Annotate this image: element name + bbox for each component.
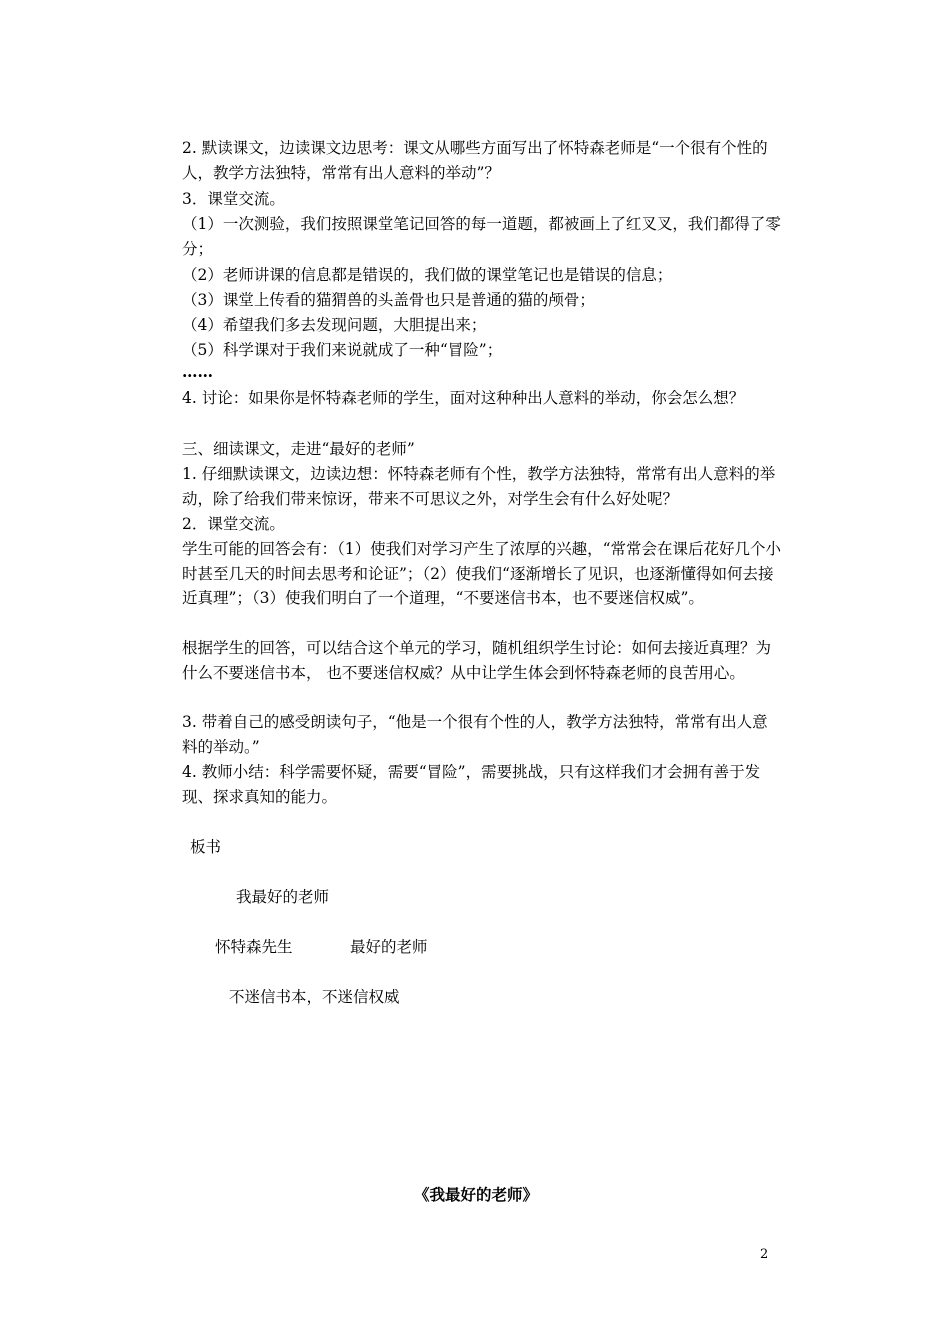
board-label: 板书 <box>190 838 222 856</box>
student-answers: 学生可能的回答会有：（1）使我们对学习产生了浓厚的兴趣，“常常会在课后花好几个小时甚至几天的时间去思考和论证”；（2）使我们“逐渐增长了见识，也逐渐懂得如何去接近真理”；（3）使我们明白了一个道理，“不要迷信书本，也不要迷信权威”。 <box>182 540 782 607</box>
section-3-question-3: 3. 带着自己的感受朗读句子，“他是一个很有个性的人，教学方法独特，常常有出人意料的举动。” <box>182 713 768 756</box>
page-number: 2 <box>760 1247 769 1262</box>
teacher-guidance: 根据学生的回答，可以结合这个单元的学习，随机组织学生讨论：如何去接近真理？为什么不要迷信书本， 也不要迷信权威？从中让学生体会到怀特森老师的良苦用心。 <box>182 639 772 682</box>
ellipsis: …… <box>182 362 213 381</box>
board-title: 我最好的老师 <box>236 888 330 906</box>
board-bottom: 不迷信书本，不迷信权威 <box>229 988 400 1006</box>
item-5: （5）科学课对于我们来说就成了一种“冒险”； <box>182 341 503 359</box>
step-3: 3．课堂交流。 <box>182 190 285 208</box>
section-3-heading: 三、细读课文，走进“最好的老师” <box>182 440 415 458</box>
question-2: 2. 默读课文，边读课文边思考：课文从哪些方面写出了怀特森老师是“一个很有个性的人，教学方法独特，常常有出人意料的举动”？ <box>182 139 768 182</box>
section-3-step-2: 2．课堂交流。 <box>182 515 285 533</box>
question-4-discussion: 4. 讨论：如果你是怀特森老师的学生，面对这种种出人意料的举动，你会怎么想？ <box>182 389 745 407</box>
teacher-summary: 4. 教师小结：科学需要怀疑，需要“冒险”，需要挑战，只有这样我们才会拥有善于发现、探求真知的能力。 <box>182 763 761 806</box>
board-right: 最好的老师 <box>350 938 428 956</box>
board-left: 怀特森先生 <box>215 938 293 956</box>
next-lesson-title: 《我最好的老师》 <box>414 1185 539 1204</box>
section-3-question-1: 1. 仔细默读课文，边读边想：怀特森老师有个性，教学方法独特，常常有出人意料的举动，除了给我们带来惊讶，带来不可思议之外，对学生会有什么好处呢？ <box>182 465 776 508</box>
item-3: （3）课堂上传看的猫猬兽的头盖骨也只是普通的猫的颅骨； <box>182 291 595 309</box>
item-2: （2）老师讲课的信息都是错误的，我们做的课堂笔记也是错误的信息； <box>182 266 673 284</box>
item-1: （1）一次测验，我们按照课堂笔记回答的每一道题，都被画上了红叉叉，我们都得了零分； <box>182 215 781 258</box>
item-4: （4）希望我们多去发现问题，大胆提出来； <box>182 316 487 334</box>
